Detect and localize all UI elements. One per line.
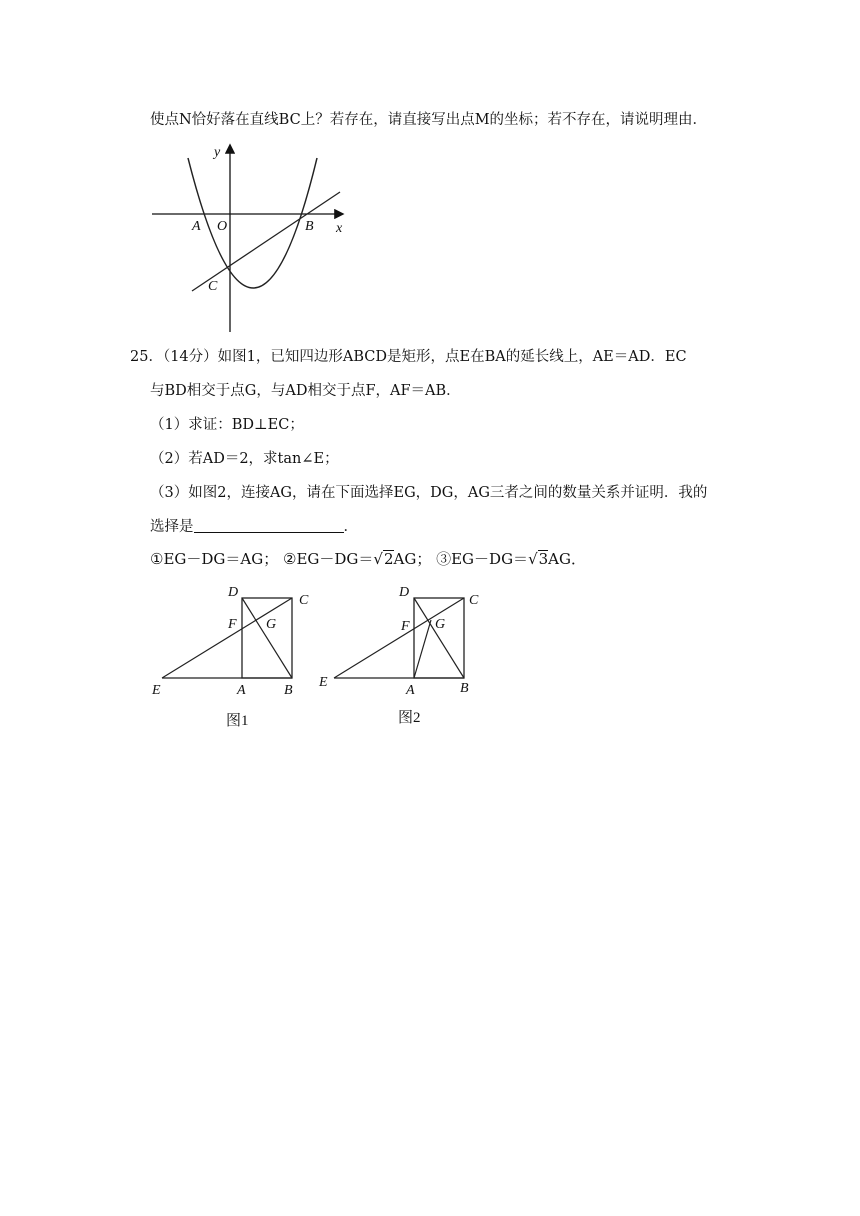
- label-b: B: [305, 219, 314, 234]
- fig2-label-f: F: [401, 619, 410, 634]
- choice-period: ．: [343, 519, 358, 535]
- segment-ec: [162, 598, 292, 678]
- fig2-caption: 图2: [398, 710, 421, 726]
- segment-bd: [414, 598, 464, 678]
- answer-blank[interactable]: [194, 518, 344, 533]
- q25-part3-line1: （3）如图2，连接AG，请在下面选择EG，DG，AG三者之间的数量关系并证明．我的: [150, 485, 708, 501]
- fig1-caption: 图1: [226, 713, 249, 729]
- fig1-label-e: E: [152, 683, 161, 698]
- q25-part1: （1）求证：BD⊥EC；: [150, 417, 304, 433]
- q25-options: [150, 549, 586, 569]
- fig2-label-e: E: [319, 675, 328, 690]
- figure-1: [148, 582, 320, 730]
- fig2-label-c: C: [469, 593, 479, 608]
- label-c: C: [208, 279, 218, 294]
- q25-stem-1: 如图1，已知四边形ABCD是矩形，点E在BA的延长线上，AE＝AD．EC: [217, 349, 687, 365]
- q25-part2: （2）若AD＝2，求tan∠E；: [150, 451, 339, 467]
- fig2-label-d: D: [399, 585, 410, 600]
- prev-question-tail: 使点N恰好落在直线BC上？若存在，请直接写出点M的坐标；若不存在，请说明理由．: [150, 112, 708, 128]
- label-a: A: [192, 219, 201, 234]
- fig2-label-g: G: [435, 617, 446, 632]
- fig2-label-b: B: [460, 681, 469, 696]
- parabola-graph: [150, 140, 350, 336]
- segment-bd: [242, 598, 292, 678]
- q25-line1: [130, 347, 687, 367]
- sqrt-2: 2: [383, 550, 394, 568]
- fig1-label-c: C: [299, 593, 309, 608]
- fig1-label-d: D: [228, 585, 239, 600]
- option-1: ①EG－DG＝AG；: [150, 550, 279, 568]
- option-3: ③EG－DG＝√3AG．: [436, 550, 586, 568]
- q25-score: （14分）: [162, 349, 218, 365]
- label-o: O: [217, 219, 228, 234]
- figure-2: [314, 582, 484, 730]
- fig1-label-g: G: [266, 617, 277, 632]
- segment-ag: [414, 620, 431, 678]
- parabola-curve: [188, 158, 317, 288]
- fig1-label-a: A: [237, 683, 246, 698]
- segment-ec: [334, 598, 464, 678]
- choice-prompt: 选择是: [150, 519, 194, 535]
- q25-line2: 与BD相交于点G，与AD相交于点F，AF＝AB．: [150, 383, 461, 399]
- fig1-label-f: F: [228, 617, 237, 632]
- q25-number: 25．: [130, 349, 163, 365]
- fig1-label-b: B: [284, 683, 293, 698]
- label-x: x: [336, 221, 343, 236]
- sqrt-3: 3: [538, 550, 549, 568]
- option-2: ②EG－DG＝√2AG；: [283, 550, 432, 568]
- q25-part3-line2: [150, 517, 358, 537]
- fig2-label-a: A: [406, 683, 415, 698]
- label-y: y: [214, 145, 221, 160]
